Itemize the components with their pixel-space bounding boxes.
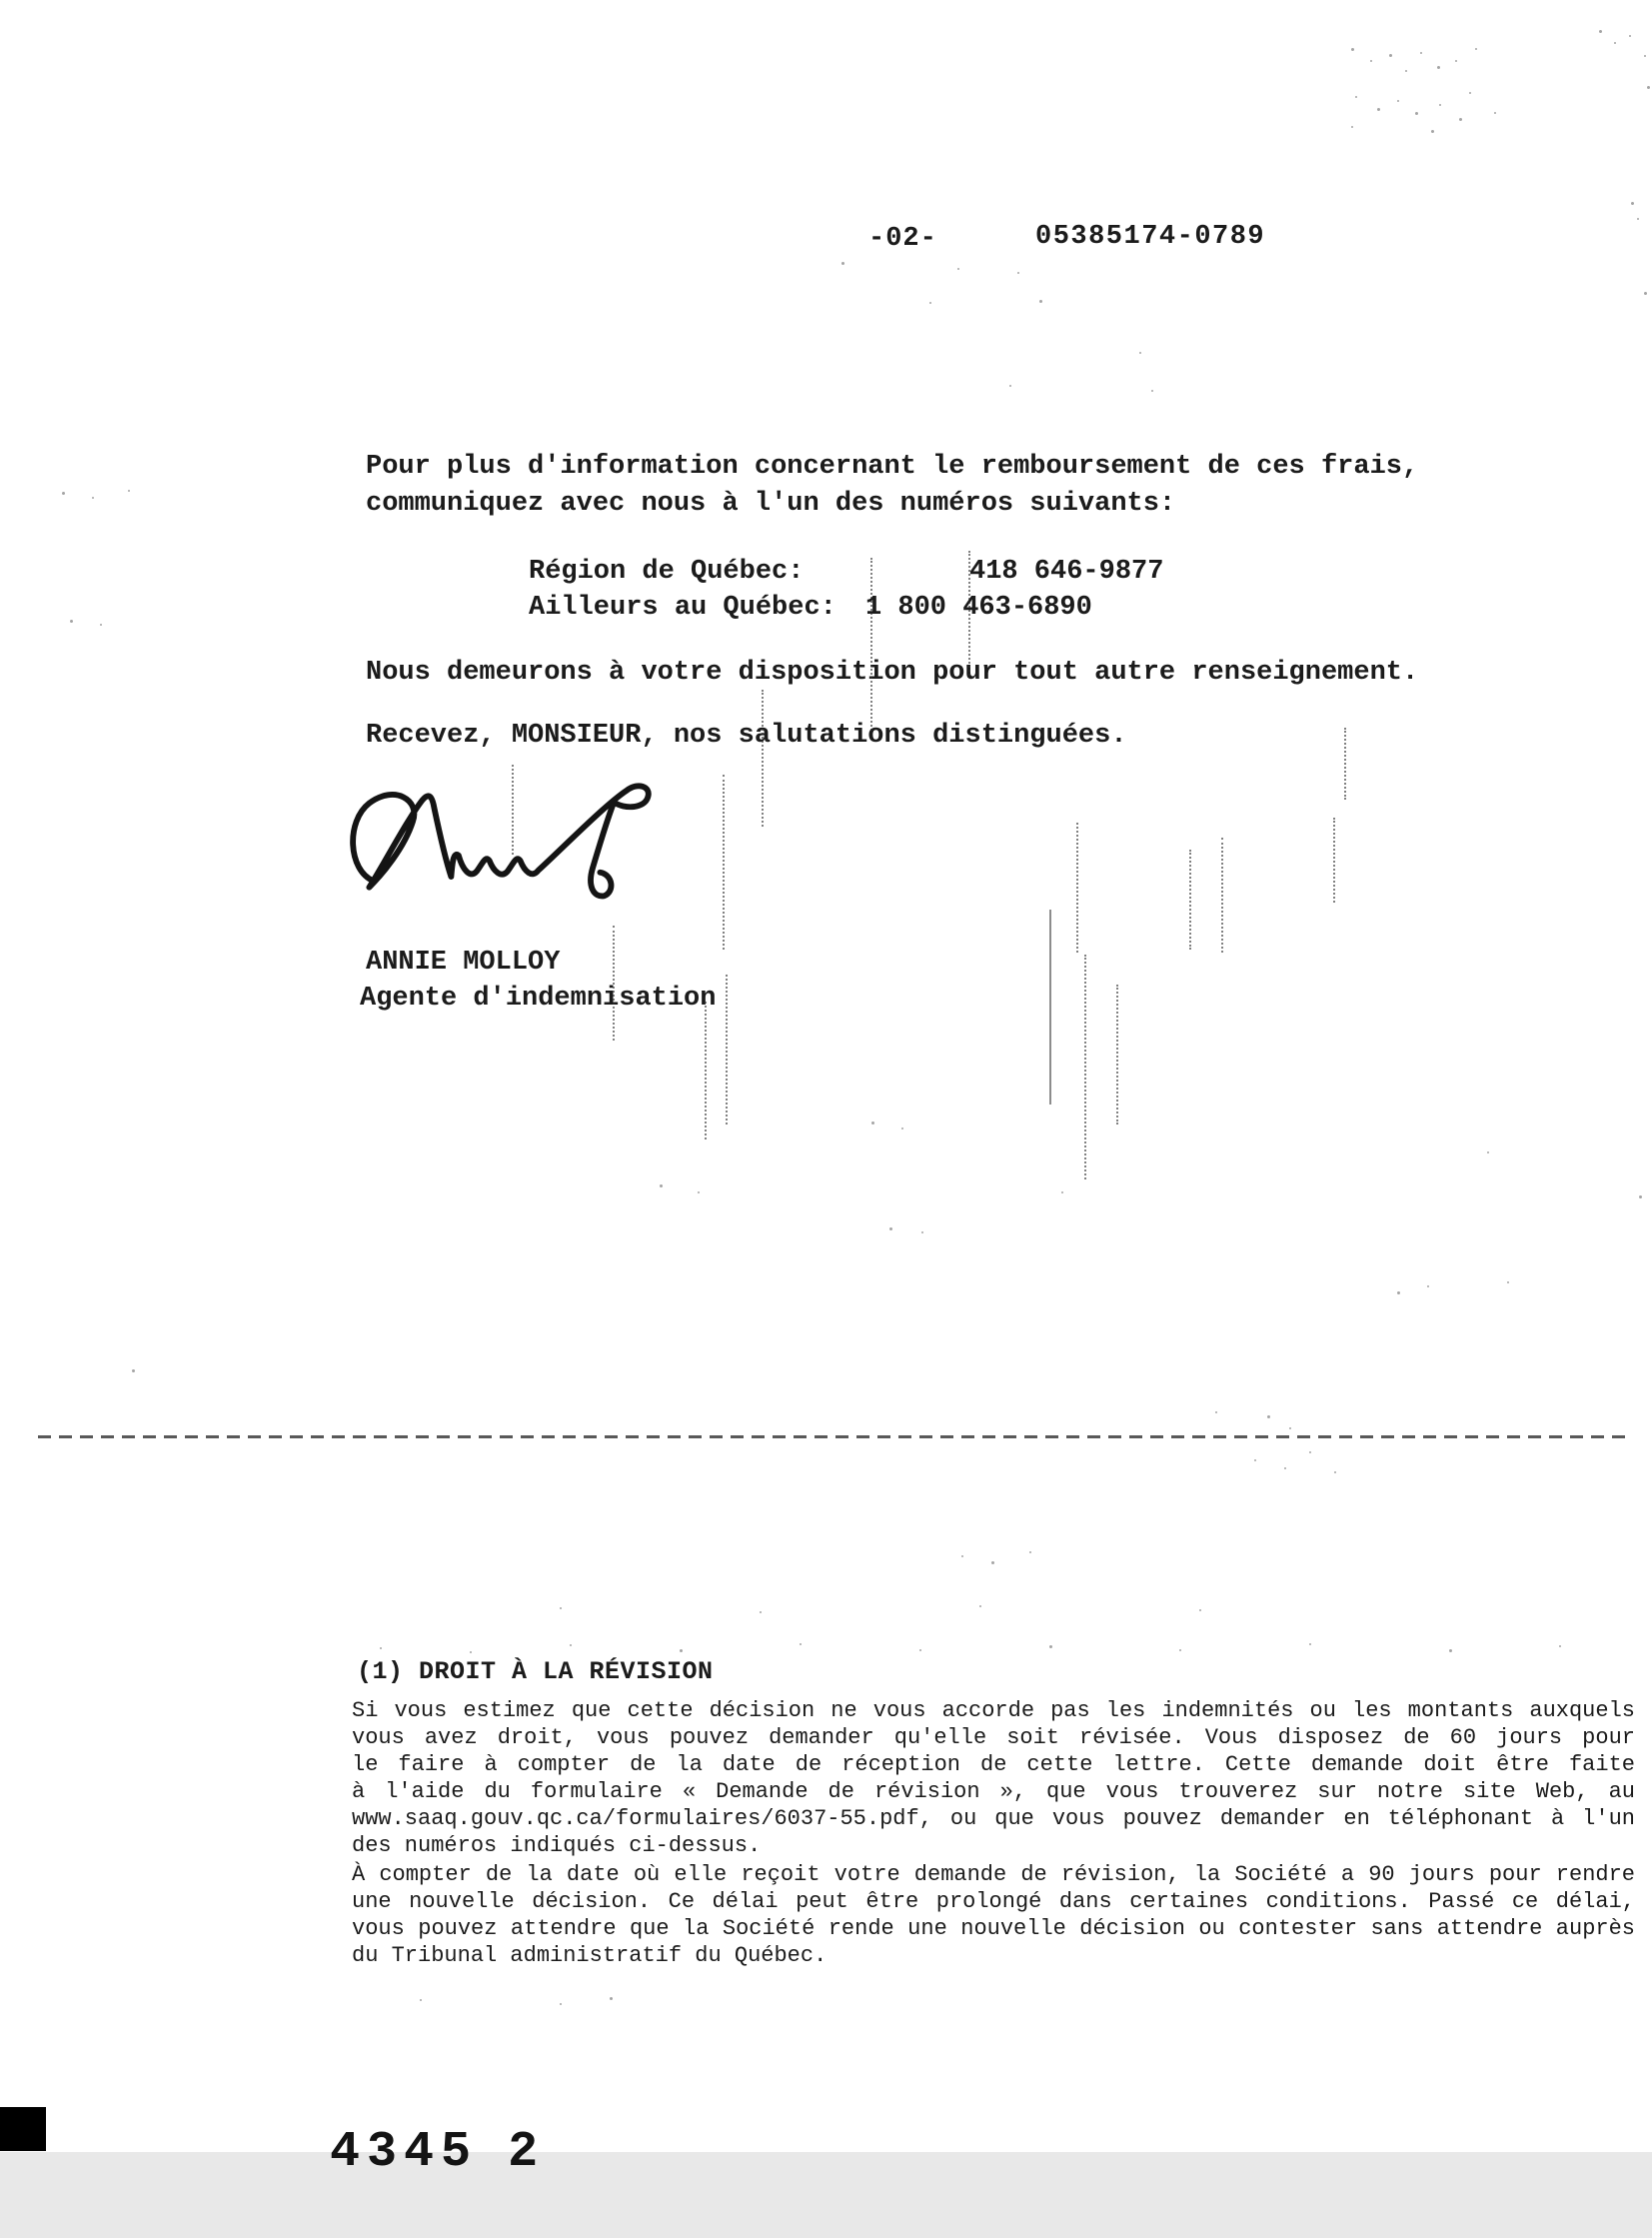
scan-speckle (1599, 30, 1602, 33)
scan-speckle (1431, 130, 1434, 133)
scan-speckle (1475, 48, 1477, 50)
scan-speckle (92, 497, 94, 499)
scan-speckle (1351, 48, 1354, 51)
scan-speckle (919, 1649, 921, 1651)
scan-line-artifact (705, 1002, 707, 1139)
scan-speckle (889, 1227, 892, 1230)
scan-speckle (560, 2003, 562, 2005)
scan-speckle (680, 1649, 683, 1652)
scan-speckle (901, 1127, 903, 1129)
scan-line-artifact (1333, 818, 1335, 903)
scan-line-artifact (1189, 850, 1191, 950)
signature-handwriting (346, 776, 676, 911)
scan-speckle (1637, 218, 1639, 220)
scan-speckle (698, 1191, 700, 1193)
separator-dashed-line (38, 1435, 1625, 1438)
batch-number-stamp (182, 2067, 545, 2238)
availability-line: Nous demeurons à votre disposition pour tout autre renseignement. (366, 658, 1419, 688)
scan-speckle (1397, 100, 1399, 102)
stamp-left-digits: 4345 (330, 2124, 479, 2181)
scan-speckle (1151, 390, 1153, 392)
footnote-line: des numéros indiqués ci-dessus. (352, 1833, 762, 1858)
scan-speckle (62, 492, 65, 495)
scan-speckle (1029, 1551, 1031, 1553)
scan-speckle (979, 1605, 981, 1607)
scan-line-artifact (1221, 838, 1223, 953)
scan-speckle (1351, 126, 1353, 128)
scan-speckle (1469, 92, 1471, 94)
scan-speckle (929, 302, 931, 304)
footnote-line: www.saaq.gouv.qc.ca/formulaires/6037-55.pdf, ou que vous pouvez demander en téléphonant à l'un (352, 1806, 1635, 1831)
scan-speckle (921, 1231, 923, 1233)
scan-speckle (1437, 66, 1440, 69)
scan-speckle (1389, 54, 1392, 57)
scan-speckle (1179, 1649, 1181, 1651)
scan-speckle (1415, 112, 1418, 115)
scan-speckle (961, 1555, 963, 1557)
scan-speckle (1377, 108, 1380, 111)
scan-speckle (800, 1643, 802, 1645)
scan-speckle (660, 1184, 663, 1187)
scan-speckle (1639, 1195, 1642, 1198)
footnote-heading: (1) DROIT À LA RÉVISION (357, 1657, 714, 1686)
scan-speckle (1009, 385, 1011, 387)
phone-elsewhere-label: Ailleurs au Québec: (529, 593, 836, 623)
scan-speckle (957, 268, 959, 270)
scan-speckle (1494, 112, 1496, 114)
scan-line-artifact (762, 690, 764, 827)
footnote-line: vous pouvez attendre que la Société rende une nouvelle décision ou contester sans attendre auprès (352, 1916, 1635, 1941)
scan-speckle (1644, 55, 1646, 57)
footnote-paragraph-2 (352, 1861, 1635, 1969)
scan-line-artifact (726, 975, 728, 1124)
scan-speckle (1309, 1643, 1311, 1645)
scan-line-artifact (1084, 955, 1086, 1179)
scan-speckle (470, 1651, 472, 1653)
scan-speckle (1215, 1411, 1217, 1413)
scan-speckle (1614, 42, 1616, 44)
scan-speckle (1370, 60, 1372, 62)
scan-speckle (1449, 1649, 1452, 1652)
scan-line-artifact (1344, 728, 1346, 800)
footnote-paragraph-1 (352, 1697, 1635, 1859)
scan-speckle (1427, 1285, 1429, 1287)
scan-speckle (560, 1607, 562, 1609)
scan-speckle (1017, 272, 1019, 274)
footnote-line: le faire à compter de la date de réception de cette lettre. Cette demande doit être faite (352, 1752, 1635, 1777)
signer-title: Agente d'indemnisation (360, 984, 717, 1014)
scan-speckle (1631, 202, 1634, 205)
scan-speckle (1559, 1645, 1561, 1647)
scan-line-artifact (1049, 910, 1051, 1105)
letter-intro-line2: communiquez avec nous à l'un des numéros suivants: (366, 489, 1176, 519)
scan-speckle (128, 490, 130, 492)
footnote-line: Si vous estimez que cette décision ne vous accorde pas les indemnités ou les montants auxquels (352, 1698, 1635, 1723)
scan-speckle (1309, 1451, 1311, 1453)
scan-speckle (871, 1121, 874, 1124)
scan-speckle (132, 1369, 135, 1372)
scan-speckle (1199, 1609, 1201, 1611)
page-number: -02- (868, 224, 937, 254)
document-reference: 05385174-0789 (1035, 222, 1266, 252)
scan-speckle (1405, 70, 1407, 72)
footnote-line: vous avez droit, vous pouvez demander qu'elle soit révisée. Vous disposez de 60 jours pour (352, 1725, 1635, 1750)
scan-speckle (420, 1999, 422, 2001)
scan-speckle (1334, 1471, 1336, 1473)
phone-region-number: 418 646-9877 (969, 557, 1164, 587)
scan-line-artifact (1076, 823, 1078, 953)
scan-speckle (1289, 1427, 1291, 1429)
scan-speckle (1487, 1151, 1489, 1153)
scan-black-mark (0, 2107, 46, 2151)
scan-speckle (1267, 1415, 1270, 1418)
scan-speckle (1139, 352, 1141, 354)
scan-speckle (1420, 52, 1422, 54)
scan-line-artifact (1116, 985, 1118, 1124)
scan-speckle (1459, 118, 1462, 121)
scan-speckle (1355, 96, 1357, 98)
scan-speckle (760, 1611, 762, 1613)
scan-speckle (100, 624, 102, 626)
scan-speckle (610, 1997, 613, 2000)
scan-speckle (1439, 104, 1441, 106)
scan-speckle (70, 620, 73, 623)
stamp-right-digit: 2 (508, 2124, 546, 2181)
letter-intro-line1: Pour plus d'information concernant le remboursement de ces frais, (366, 452, 1419, 482)
scan-speckle (380, 1647, 382, 1649)
scan-speckle (1254, 1459, 1256, 1461)
footnote-line: À compter de la date où elle reçoit votre demande de révision, la Société a 90 jours pour rendre (352, 1862, 1635, 1887)
footnote-line: à l'aide du formulaire « Demande de révision », que vous trouverez sur notre site Web, au (352, 1779, 1635, 1804)
signer-name: ANNIE MOLLOY (366, 948, 561, 978)
phone-region-label: Région de Québec: (529, 557, 805, 587)
scan-speckle (1507, 1281, 1509, 1283)
phone-elsewhere-number: 1 800 463-6890 (865, 593, 1092, 623)
scan-line-artifact (870, 558, 872, 731)
scan-speckle (991, 1561, 994, 1564)
footnote-line: du Tribunal administratif du Québec. (352, 1943, 827, 1968)
scan-speckle (1455, 60, 1457, 62)
scan-speckle (1644, 292, 1647, 295)
footnote-line: une nouvelle décision. Ce délai peut être prolongé dans certaines conditions. Passé ce délai, (352, 1889, 1635, 1914)
scan-speckle (1061, 1191, 1063, 1193)
scan-speckle (841, 262, 844, 265)
scan-speckle (1284, 1467, 1286, 1469)
scan-speckle (1039, 300, 1042, 303)
scan-line-artifact (723, 775, 725, 950)
scan-speckle (1647, 86, 1650, 89)
scan-speckle (1049, 1645, 1052, 1648)
scan-speckle (1397, 1291, 1400, 1294)
closing-salutation-line: Recevez, MONSIEUR, nos salutations distinguées. (366, 721, 1127, 751)
scan-speckle (1629, 35, 1631, 37)
scan-speckle (570, 1644, 572, 1646)
